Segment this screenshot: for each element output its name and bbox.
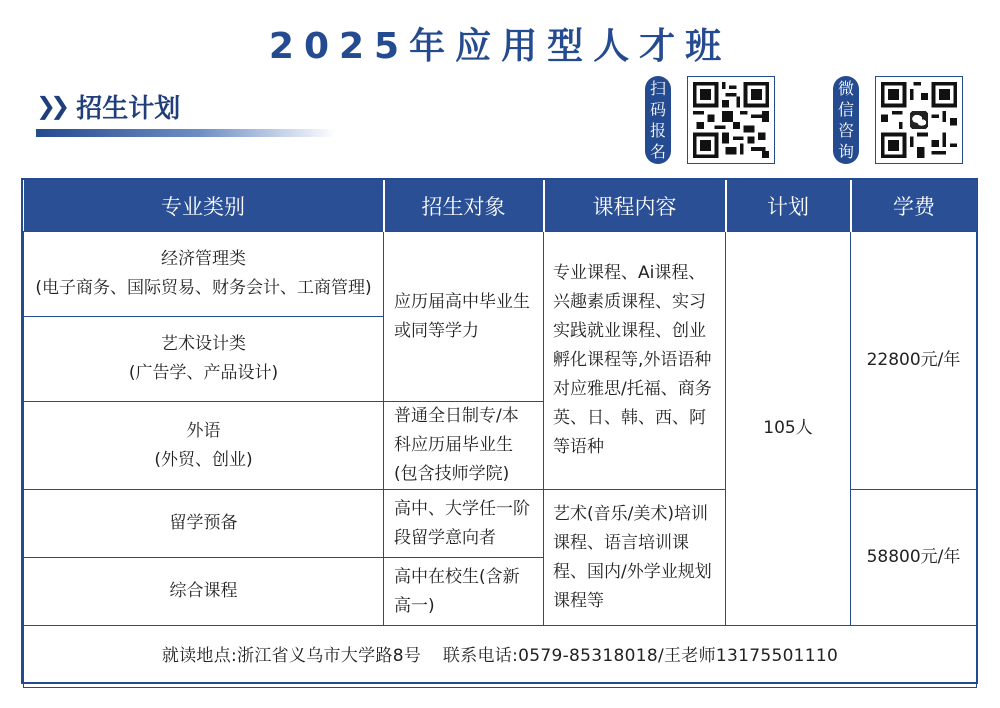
enrollment-table xyxy=(21,178,978,684)
header-target: 招生对象 xyxy=(384,180,544,232)
category-cell: 留学预备 xyxy=(24,490,384,558)
category-cell: 艺术设计类 (广告学、产品设计) xyxy=(24,317,384,402)
contact-text: 联系电话:0579-85318018/王老师13175501110 xyxy=(442,646,839,666)
footer-row xyxy=(24,626,977,688)
header-courses: 课程内容 xyxy=(544,180,726,232)
fee-cell: 58800元/年 xyxy=(851,490,977,626)
target-cell: 普通全日制专/本科应历届毕业生(包含技师学院) xyxy=(384,402,544,490)
qr-signup-group xyxy=(645,76,775,164)
category-cell: 外语 (外贸、创业) xyxy=(24,402,384,490)
qr-signup-label: 扫 码 报 名 xyxy=(645,76,671,164)
qr-wechat-code[interactable] xyxy=(875,76,963,164)
section-title: 招生计划 xyxy=(76,93,181,124)
table-header-row xyxy=(24,180,977,232)
course-cell: 专业课程、Ai课程、兴趣素质课程、实习实践就业课程、创业孵化课程等,外语语种对应雅思/托福、商务英、日、韩、西、阿等语种 xyxy=(544,232,726,490)
qr-code-icon xyxy=(881,82,957,158)
category-cell: 经济管理类 (电子商务、国际贸易、财务会计、工商管理) xyxy=(24,232,384,317)
target-cell: 高中在校生(含新高一) xyxy=(384,558,544,626)
qr-wechat-group xyxy=(833,76,963,164)
page-title: 2025年应用型人才班 xyxy=(268,26,732,67)
target-cell: 高中、大学任一阶段留学意向者 xyxy=(384,490,544,558)
qr-code-icon xyxy=(693,82,769,158)
footer-cell xyxy=(24,626,977,688)
header-category: 专业类别 xyxy=(24,180,384,232)
section-underline xyxy=(36,129,336,137)
plan-cell: 105人 xyxy=(726,232,851,626)
qr-wechat-label: 微 信 咨 询 xyxy=(833,76,859,164)
header-plan: 计划 xyxy=(726,180,851,232)
category-cell: 综合课程 xyxy=(24,558,384,626)
table-row xyxy=(24,232,977,317)
target-cell: 应历届高中毕业生或同等学力 xyxy=(384,232,544,402)
header-fee: 学费 xyxy=(851,180,977,232)
double-chevron-icon: ❯❯ xyxy=(36,92,65,120)
qr-signup-code[interactable] xyxy=(687,76,775,164)
fee-cell: 22800元/年 xyxy=(851,232,977,490)
course-cell: 艺术(音乐/美术)培训课程、语言培训课程、国内/外学业规划课程等 xyxy=(544,490,726,626)
address-text: 就读地点:浙江省义乌市大学路8号 xyxy=(161,646,422,666)
section-header xyxy=(36,86,180,126)
